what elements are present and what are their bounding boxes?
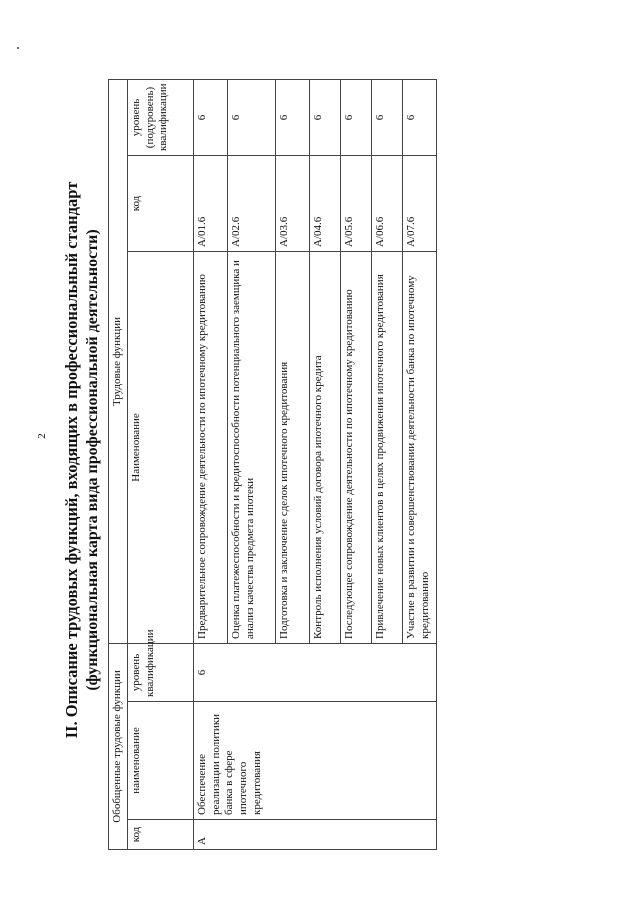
col-header-code: код xyxy=(127,820,193,850)
labor-function-code: A/05.6 xyxy=(340,155,371,251)
section-title: II. Описание трудовых функций, входящих в профессиональный стандарт xyxy=(62,181,81,739)
labor-function-level: 6 xyxy=(193,79,227,155)
col-header-name: наименование xyxy=(127,702,193,820)
labor-function-code: A/03.6 xyxy=(275,155,309,251)
labor-function-level: 6 xyxy=(275,79,309,155)
labor-function-code: A/04.6 xyxy=(309,155,340,251)
labor-function-level: 6 xyxy=(402,79,436,155)
labor-function-name: Контроль исполнения условий договора ипотечного кредита xyxy=(309,251,340,643)
table-row xyxy=(193,79,227,849)
labor-function-name: Последующее сопровождение деятельности по ипотечному кредитованию xyxy=(340,251,371,643)
labor-function-name: Предварительное сопровождение деятельности по ипотечному кредитованию xyxy=(193,251,227,643)
generalized-functions-header: Обобщенные трудовые функции xyxy=(109,643,128,849)
header-row-columns xyxy=(127,79,193,849)
labor-function-level: 6 xyxy=(371,79,402,155)
labor-function-code: A/06.6 xyxy=(371,155,402,251)
labor-function-name: Участие в развитии и совершенствовании деятельности банка по ипотечному кредитованию xyxy=(402,251,436,643)
section-subtitle: (функциональная карта вида профессиональной деятельности) xyxy=(84,229,101,691)
labor-function-code: A/02.6 xyxy=(227,155,275,251)
col-header-labor-code: код xyxy=(127,155,193,251)
labor-function-name: Оценка платежеспособности и кредитоспособности потенциального заемщика и анализ качества предмета ипотеки xyxy=(227,251,275,643)
labor-function-name: Подготовка и заключение сделок ипотечного кредитования xyxy=(275,251,309,643)
functional-map-table xyxy=(108,79,437,850)
header-row-groups xyxy=(109,79,128,849)
rotated-page-content xyxy=(60,60,620,860)
labor-function-code: A/01.6 xyxy=(193,155,227,251)
generalized-level: 6 xyxy=(193,643,436,701)
generalized-code: A xyxy=(193,820,436,850)
col-header-labor-name: Наименование xyxy=(127,251,193,643)
generalized-name: Обеспечение реализации политики банка в сфере ипотечного кредитования xyxy=(193,702,436,820)
labor-functions-header: Трудовые функции xyxy=(109,79,128,643)
labor-function-code: A/07.6 xyxy=(402,155,436,251)
labor-function-level: 6 xyxy=(227,79,275,155)
page-number: 2 xyxy=(36,433,48,439)
col-header-level: уровень квалификации xyxy=(127,643,193,701)
labor-function-level: 6 xyxy=(309,79,340,155)
scan-speck xyxy=(17,47,19,49)
labor-function-name: Привлечение новых клиентов в целях продвижения ипотечного кредитования xyxy=(371,251,402,643)
labor-function-level: 6 xyxy=(340,79,371,155)
col-header-labor-level: уровень (подуровень) квалификации xyxy=(127,79,193,155)
